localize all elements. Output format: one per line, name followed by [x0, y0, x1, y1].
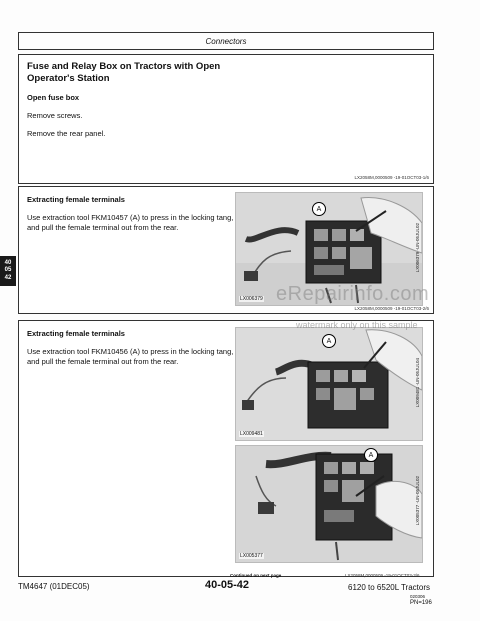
tab-line: 42: [4, 274, 12, 281]
figure-label: LX005377: [240, 553, 263, 559]
page-header: [18, 32, 434, 50]
section-open-fuse-box: [18, 54, 434, 184]
photo-figure-fkm10456-detail: [235, 445, 423, 563]
section-subtitle: Open fuse box: [27, 93, 80, 102]
watermark-text: eRepairinfo.com: [276, 283, 430, 305]
footer-pn: PN=196: [410, 600, 432, 606]
section-subtitle: Extracting female terminals: [27, 329, 125, 338]
photo-illustration: [236, 446, 422, 562]
callout-letter: A: [368, 451, 374, 459]
step-text: Remove screws.: [27, 111, 83, 120]
section-side-tab: [0, 256, 16, 286]
footer-model-range: 6120 to 6520L Tractors: [348, 583, 430, 592]
photo-figure-fkm10456: [235, 327, 423, 441]
tab-line: 40: [4, 259, 12, 266]
figure-vertical-label: LX005377 -UN-05JUL02: [415, 476, 420, 526]
figure-vertical-label: LX009481 -UN-05JUL04: [415, 358, 420, 408]
reference-code: LX2058M,0000509 -19-01OCT03-3/6: [345, 573, 420, 578]
callout-marker: [364, 448, 378, 462]
figure-vertical-label: LX006379 -UN-05JUL02: [415, 223, 420, 273]
figure-label: LX009481: [240, 431, 263, 437]
footer-date-code: 020306: [410, 594, 426, 599]
callout-letter: A: [326, 337, 332, 345]
instruction-text: Use extraction tool FKM10456 (A) to press in the locking tang, and pull the female terminal out from the rear.: [27, 347, 234, 366]
reference-code: LX2058M,0000509 -19-01OCT03-2/6: [354, 306, 429, 311]
callout-marker: [322, 334, 336, 348]
header-title: Connectors: [205, 36, 247, 46]
section-title: Fuse and Relay Box on Tractors with Open Operator's Station: [27, 61, 221, 84]
footer-manual-id: TM4647 (01DEC05): [18, 582, 90, 591]
instruction-text: Use extraction tool FKM10457 (A) to press in the locking tang, and pull the female terminal out from the rear.: [27, 213, 234, 232]
step-text: Remove the rear panel.: [27, 129, 106, 138]
reference-code: LX2058M,0000509 -19-01OCT03-1/6: [354, 175, 429, 180]
footer-page-number: 40-05-42: [205, 579, 250, 591]
continued-note: Continued on next page: [230, 573, 282, 578]
callout-letter: A: [316, 205, 322, 213]
watermark-subtext: watermark only on this sample: [296, 320, 418, 330]
tab-line: 05: [4, 267, 12, 274]
figure-label: LX006379: [240, 296, 263, 302]
callout-marker: [312, 202, 326, 216]
section-subtitle: Extracting female terminals: [27, 195, 125, 204]
section-extracting-terminals-2: [18, 320, 434, 577]
